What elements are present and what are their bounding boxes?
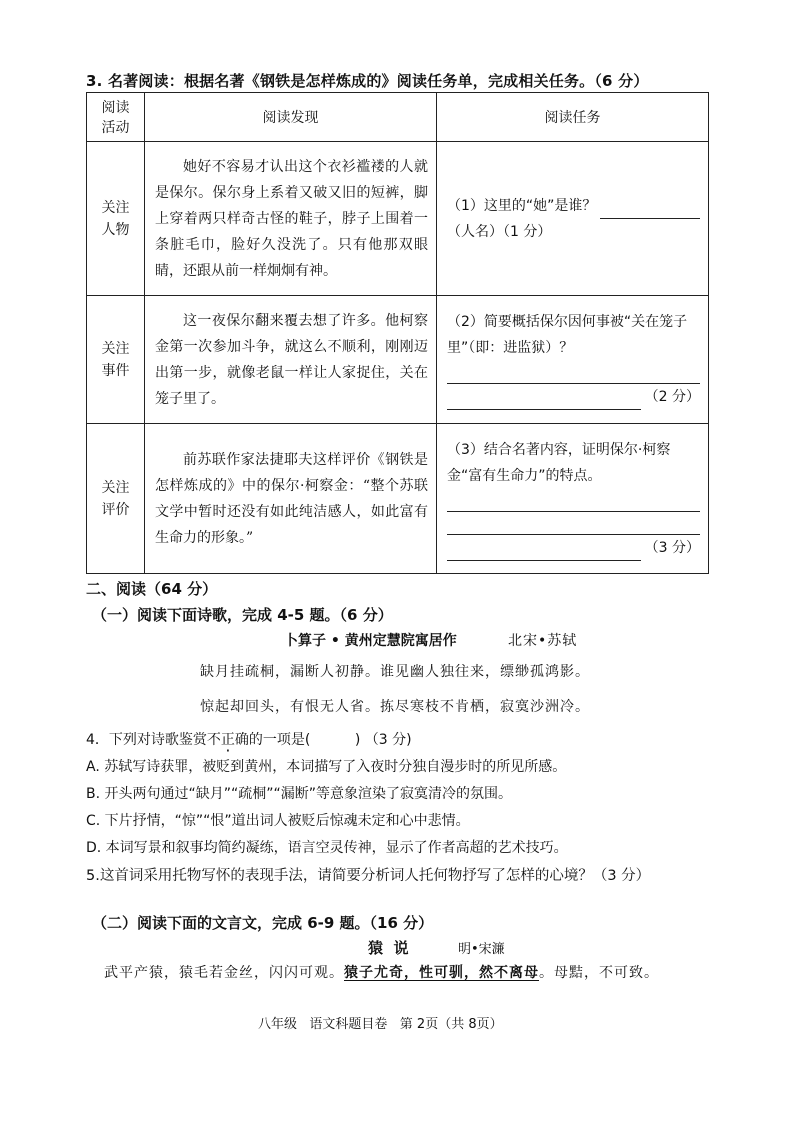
answer-line[interactable]	[447, 361, 700, 384]
table-header-row	[87, 93, 709, 142]
row-finding-text: 她好不容易才认出这个衣衫褴褛的人就是保尔。保尔身上系着又破又旧的短裤，脚上穿着两只样奇古怪的鞋子，脖子上围着一条脏毛巾，脸好久没洗了。只有他那双眼睛，还跟从前一样炯炯有神。	[145, 142, 437, 296]
reading-task-table	[86, 92, 709, 574]
poem-author: 北宋•苏轼	[508, 633, 578, 649]
row-finding-text: 这一夜保尔翻来覆去想了许多。他柯察金第一次参加斗争，就这么不顺利，刚刚迈出第一步，就像老鼠一样让人家捉住，关在笼子里了。	[145, 296, 437, 424]
row-category: 关注 评价	[87, 424, 145, 574]
row-task: （2）简要概括保尔因何事被“关在笼子里”（即：进监狱）？ （2 分）	[437, 296, 709, 424]
part-2-heading: （二）阅读下面的文言文，完成 6-9 题。（16 分）	[92, 914, 434, 932]
answer-blank[interactable]	[600, 200, 700, 219]
header-finding: 阅读发现	[145, 93, 437, 142]
row-task: （3）结合名著内容，证明保尔·柯察金“富有生命力”的特点。 （3 分）	[437, 424, 709, 574]
option-d: D. 本词写景和叙事均简约凝练，语言空灵传神，显示了作者高超的艺术技巧。	[86, 840, 568, 856]
question-3-heading: 3. 名著阅读：根据名著《钢铁是怎样炼成的》阅读任务单，完成相关任务。（6 分）	[86, 72, 649, 90]
row-finding-text: 前苏联作家法捷耶夫这样评价《钢铁是怎样炼成的》中的保尔·柯察金：“整个苏联文学中暂时还没有如此纯洁感人，如此富有生命力的形象。”	[145, 424, 437, 574]
table-row	[87, 142, 709, 296]
row-task: （1）这里的“她”是谁？ （人名）（1 分）	[437, 142, 709, 296]
table-row	[87, 424, 709, 574]
option-a: A. 苏轼写诗获罪，被贬到黄州，本词描写了入夜时分独自漫步时的所见所感。	[86, 759, 567, 775]
row-category: 关注 事件	[87, 296, 145, 424]
page-footer: 八年级 语文科题目卷 第 2页（共 8页）	[258, 1017, 503, 1032]
poem-title: 卜算子 • 黄州定慧院寓居作	[284, 633, 457, 649]
header-task: 阅读任务	[437, 93, 709, 142]
answer-line[interactable]	[447, 489, 700, 512]
emphasis-not-correct: 不正确	[206, 732, 249, 748]
option-b: B. 开头两句通过“缺月”“疏桐”“漏断”等意象渲染了寂寞清冷的氛围。	[86, 786, 513, 802]
answer-line[interactable]	[447, 540, 641, 561]
essay-text: 武平产猿，猿毛若金丝，闪闪可观。猿子尤奇，性可驯，然不离母。母黠，不可致。	[104, 965, 659, 981]
table-row	[87, 296, 709, 424]
part-1-heading: （一）阅读下面诗歌，完成 4-5 题。（6 分）	[92, 606, 393, 624]
underlined-sentence: 猿子尤奇，性可驯，然不离母	[344, 965, 539, 981]
option-c: C. 下片抒情，“惊”“恨”道出词人被贬后惊魂未定和心中悲情。	[86, 813, 470, 829]
section-2-heading: 二、阅读（64 分）	[86, 580, 218, 598]
essay-author: 明•宋濂	[458, 942, 505, 957]
header-activity: 阅读 活动	[87, 93, 145, 142]
question-4: 4．下列对诗歌鉴赏不正确的一项是( ) （3 分)	[86, 732, 412, 748]
poem-line-1: 缺月挂疏桐，漏断人初静。谁见幽人独往来，缥缈孤鸿影。	[200, 664, 590, 680]
answer-line[interactable]	[447, 389, 641, 410]
answer-line[interactable]	[447, 512, 700, 535]
question-5: 5.这首词采用托物写怀的表现手法，请简要分析词人托何物抒写了怎样的心境？（3 分）	[86, 868, 651, 884]
poem-line-2: 惊起却回头，有恨无人省。拣尽寒枝不肯栖，寂寞沙洲冷。	[200, 699, 590, 715]
row-category: 关注 人物	[87, 142, 145, 296]
essay-title: 猿 说	[368, 939, 409, 957]
